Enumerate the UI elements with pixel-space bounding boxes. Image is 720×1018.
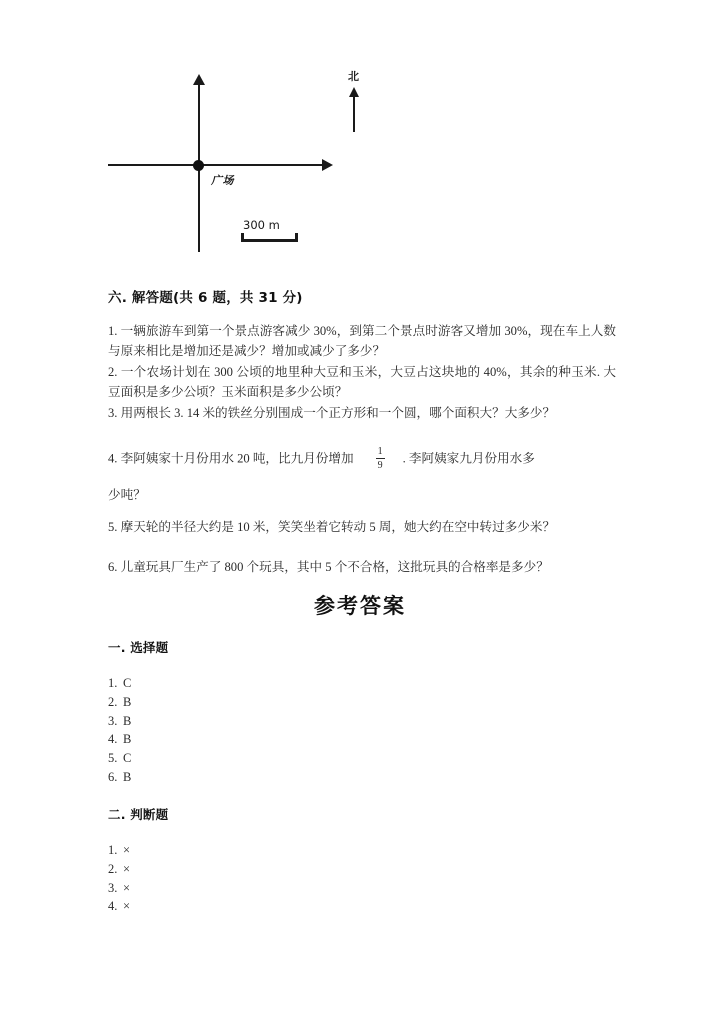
answer-group-heading-choice: 一. 选择题 <box>108 640 169 655</box>
answer-value: × <box>123 843 131 857</box>
question-1: 1. 一辆旅游车到第一个景点游客减少 30%，到第二个景点时游客又增加 30%，现在车上人数与原来相比是增加还是减少？增加或减少了多少？ <box>108 324 616 358</box>
question-5: 5. 摩天轮的半径大约是 10 米，笑笑坐着它转动 5 周，她大约在空中转过多少米？ <box>108 520 556 534</box>
fraction-numerator: 1 <box>377 446 383 457</box>
list-item <box>108 712 131 731</box>
answer-index: 2. <box>108 694 118 709</box>
north-arrow-stem-icon <box>353 96 355 132</box>
answer-list-choice <box>108 674 131 787</box>
answer-index: 3. <box>108 880 118 895</box>
up-arrow-icon <box>193 74 205 85</box>
fraction-bar <box>376 458 385 459</box>
question-3: 3. 用两根长 3. 14 米的铁丝分别围成一个正方形和一个圆，哪个面积大？大多少？ <box>108 406 556 420</box>
scale-bar-tick-right <box>295 233 298 242</box>
answer-index: 5. <box>108 751 118 766</box>
answer-list-judge <box>108 841 130 916</box>
answer-index: 4. <box>108 899 118 914</box>
question-2: 2. 一个农场计划在 300 公顷的地里种大豆和玉米，大豆占这块地的 40%，其余的种玉米. 大豆面积是多少公顷？玉米面积是多少公顷？ <box>108 365 616 399</box>
answer-index: 4. <box>108 732 118 747</box>
answer-value: B <box>123 769 132 784</box>
list-item <box>108 768 131 787</box>
answer-value: C <box>123 751 132 766</box>
fraction-one-ninth <box>376 446 385 471</box>
scale-bar <box>241 218 311 252</box>
horizontal-axis-line <box>108 164 328 166</box>
answer-index: 6. <box>108 769 118 784</box>
list-item <box>108 730 131 749</box>
section-heading-six: 六. 解答题(共 6 题，共 31 分) <box>108 290 303 306</box>
question-4-continued: 少吨？ <box>108 488 146 502</box>
question-4-text-after: . 李阿姨家九月份用水多 <box>402 451 535 466</box>
question-4-text-before: 4. 李阿姨家十月份用水 20 吨，比九月份增加 <box>108 451 354 466</box>
answer-value: × <box>123 899 131 914</box>
question-6: 6. 儿童玩具厂生产了 800 个玩具，其中 5 个不合格，这批玩具的合格率是多少？ <box>108 560 549 574</box>
answer-value: × <box>123 880 131 895</box>
scale-bar-label: 300 m <box>243 218 280 232</box>
answer-key-title: 参考答案 <box>314 594 406 618</box>
list-item <box>108 674 131 693</box>
list-item <box>108 879 130 898</box>
origin-point-icon <box>193 160 204 171</box>
answer-value: B <box>123 732 132 747</box>
scale-bar-tick-left <box>241 233 244 242</box>
question-4 <box>108 447 616 472</box>
list-item <box>108 693 131 712</box>
north-arrow-icon <box>340 68 380 138</box>
fraction-denominator: 9 <box>377 460 383 471</box>
answer-index: 1. <box>108 843 118 857</box>
origin-label: 广场 <box>211 174 234 187</box>
answer-index: 1. <box>108 676 118 690</box>
answer-group-heading-judge: 二. 判断题 <box>108 807 169 822</box>
right-arrow-icon <box>322 159 333 171</box>
answer-value: C <box>123 676 132 690</box>
answer-value: × <box>123 861 131 876</box>
list-item <box>108 897 130 916</box>
answer-value: B <box>123 713 132 728</box>
answer-index: 2. <box>108 861 118 876</box>
list-item <box>108 860 130 879</box>
list-item <box>108 841 130 860</box>
answer-value: B <box>123 694 132 709</box>
list-item <box>108 749 131 768</box>
plaza-map-diagram <box>108 60 408 260</box>
answer-index: 3. <box>108 713 118 728</box>
north-label: 北 <box>348 70 359 83</box>
scale-bar-line <box>241 239 298 242</box>
